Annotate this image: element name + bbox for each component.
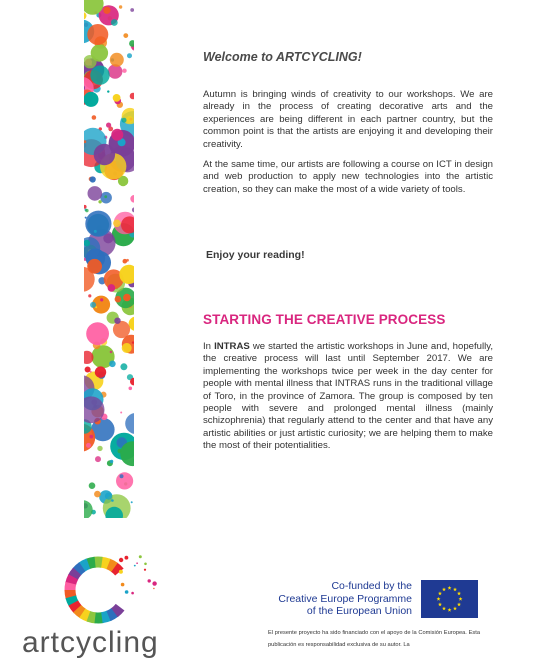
section-title: STARTING THE CREATIVE PROCESS: [203, 312, 446, 327]
org-name: INTRAS: [214, 341, 250, 352]
paint-splatter-strip: [84, 0, 134, 518]
disclaimer-text: El presente proyecto ha sido financiado con el apoyo de la Comisión Europea. Esta publicación es responsabilidad exclusiva de su autor. La: [268, 630, 480, 648]
cofunded-text: [252, 580, 412, 618]
intro-paragraph-1: Autumn is bringing winds of creativity to our workshops. We are already in the process of creating decorative arts and the experiences are being different in each partner country, but the common point is that the artists are enjoying it and developing their creativity.: [203, 89, 493, 150]
enjoy-reading-text: Enjoy your reading!: [206, 249, 305, 261]
cofunded-line-3: of the European Union: [306, 605, 412, 617]
cofunded-line-2: Creative Europe Programme: [278, 592, 412, 605]
welcome-heading: Welcome to ARTCYCLING!: [203, 50, 362, 64]
section-paragraph-lead: In: [203, 341, 215, 352]
cofunded-line-1: Co-funded by the: [331, 580, 412, 592]
section-paragraph: [203, 341, 493, 453]
eu-flag-icon: [421, 580, 478, 618]
intro-paragraph-2: At the same time, our artists are following a course on ICT in design and web production to apply new technologies into the artistic creation, so they can make the most of a wide variety of tools.: [203, 159, 493, 195]
logo-wordmark: artcycling: [22, 626, 159, 659]
section-paragraph-body: we started the artistic workshops in June and, hopefully, the creative process will last until September 2017. We are implementing the workshops twice per week in the day center for people with mental illness that INTRAS runs in the traditional village of Toro, in the province of Zamora. The group is composed by ten people with severe and prolonged mental illness (mainly schizophrenia) that regularly attend to the center and that have any artistic abilities or just artistic curiosity; we are helping them to make the most of their potentialities.: [203, 341, 494, 452]
